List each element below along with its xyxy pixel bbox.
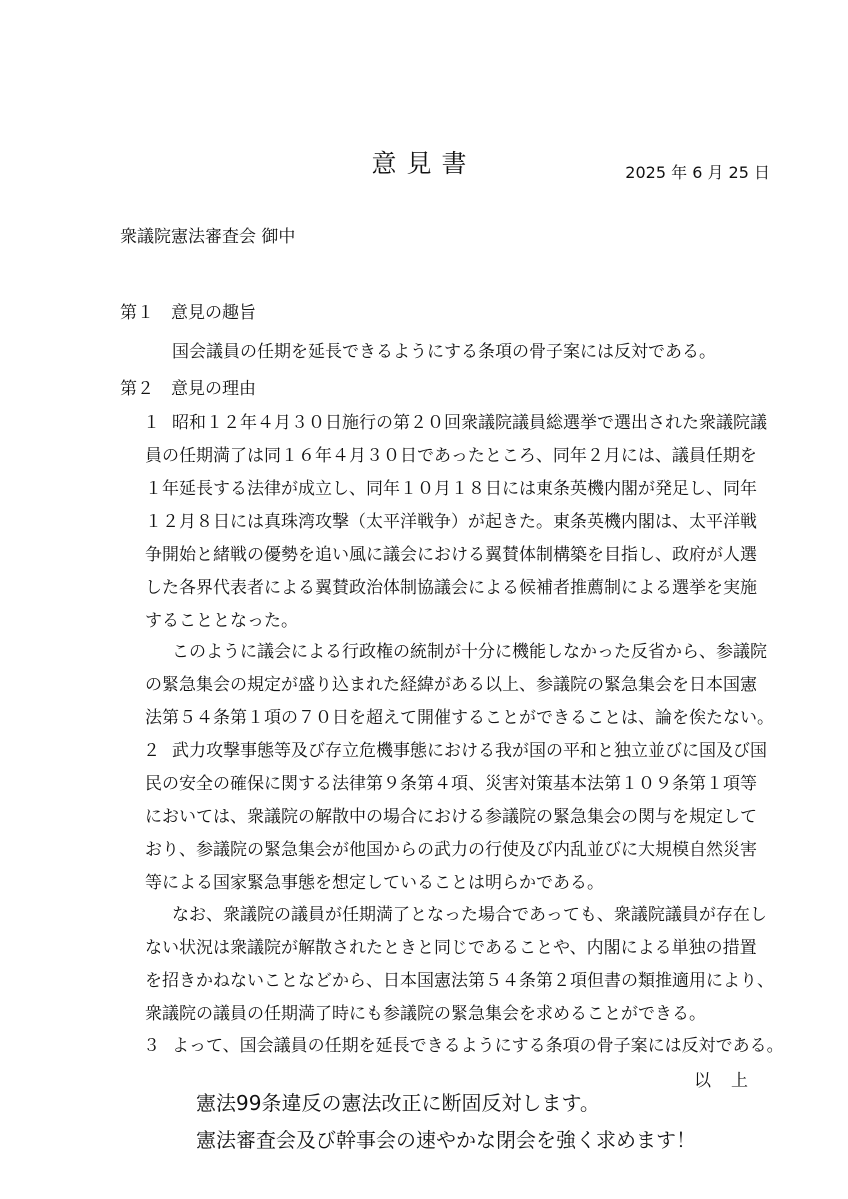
- item2-para2-line: なお、衆議院の議員が任期満了となった場合であっても、衆議院議員が存在し: [172, 905, 767, 925]
- item2-para2-line: 衆議院の議員の任期満了時にも参議院の緊急集会を求めることができる。: [145, 1004, 706, 1024]
- item2-para2-line: ない状況は衆議院が解散されたときと同じであることや、内閣による単独の措置: [145, 938, 757, 958]
- annotation-line: 憲法99条違反の憲法改正に断固反対します。: [196, 1091, 600, 1115]
- item1-para2-line: の緊急集会の規定が盛り込まれた経緯がある以上、参議院の緊急集会を日本国憲: [145, 675, 757, 695]
- item2-line: おり、参議院の緊急集会が他国からの武力の行使及び内乱並びに大規模自然災害: [145, 840, 757, 860]
- annotation-line: 憲法審査会及び幹事会の速やかな閉会を強く求めます！: [196, 1128, 696, 1152]
- item3-text: よって、国会議員の任期を延長できるようにする条項の骨子案には反対である。: [172, 1036, 784, 1056]
- section1-text: 国会議員の任期を延長できるようにする条項の骨子案には反対である。: [172, 342, 716, 362]
- closing-mark: 以上: [694, 1071, 768, 1091]
- item1-para2-line: このように議会による行政権の統制が十分に機能しなかった反省から、参議院: [172, 642, 767, 662]
- document-date: 2025 年 6 月 25 日: [625, 163, 770, 182]
- section2-heading: 第２ 意見の理由: [120, 379, 256, 399]
- document-title: 意見書: [371, 149, 477, 178]
- item1-para2-line: 法第５４条第１項の７０日を超えて開催することができることは、論を俟たない。: [145, 708, 774, 728]
- item1-line: 争開始と緒戦の優勢を追い風に議会における翼賛体制構築を目指し、政府が人選: [145, 545, 757, 565]
- section1-heading: 第１ 意見の趣旨: [120, 303, 256, 323]
- item1-line: １年延長する法律が成立し、同年１０月１８日には東条英機内閣が発足し、同年: [145, 479, 757, 499]
- item2-line: 等による国家緊急事態を想定していることは明らかである。: [145, 873, 604, 893]
- item2-para2-line: を招きかねないことなどから、日本国憲法第５４条第２項但書の類推適用により、: [145, 971, 774, 991]
- item2-line: においては、衆議院の解散中の場合における参議院の緊急集会の関与を規定して: [145, 807, 757, 827]
- item1-line: １２月８日には真珠湾攻撃（太平洋戦争）が起きた。東条英機内閣は、太平洋戦: [145, 512, 757, 532]
- item1-number: １: [143, 413, 160, 433]
- item2-number: ２: [143, 741, 160, 761]
- item1-line: した各界代表者による翼賛政治体制協議会による候補者推薦制による選挙を実施: [145, 578, 757, 598]
- addressee: 衆議院憲法審査会 御中: [120, 227, 296, 247]
- item2-line: 民の安全の確保に関する法律第９条第４項、災害対策基本法第１０９条第１項等: [145, 774, 757, 794]
- item3-number: ３: [143, 1036, 160, 1056]
- item2-line: 武力攻撃事態等及び存立危機事態における我が国の平和と独立並びに国及び国: [172, 741, 767, 761]
- item1-line: することとなった。: [145, 611, 298, 631]
- item1-line: 昭和１２年４月３０日施行の第２０回衆議院議員総選挙で選出された衆議院議: [172, 413, 767, 433]
- item1-line: 員の任期満了は同１６年４月３０日であったところ、同年２月には、議員任期を: [145, 446, 757, 466]
